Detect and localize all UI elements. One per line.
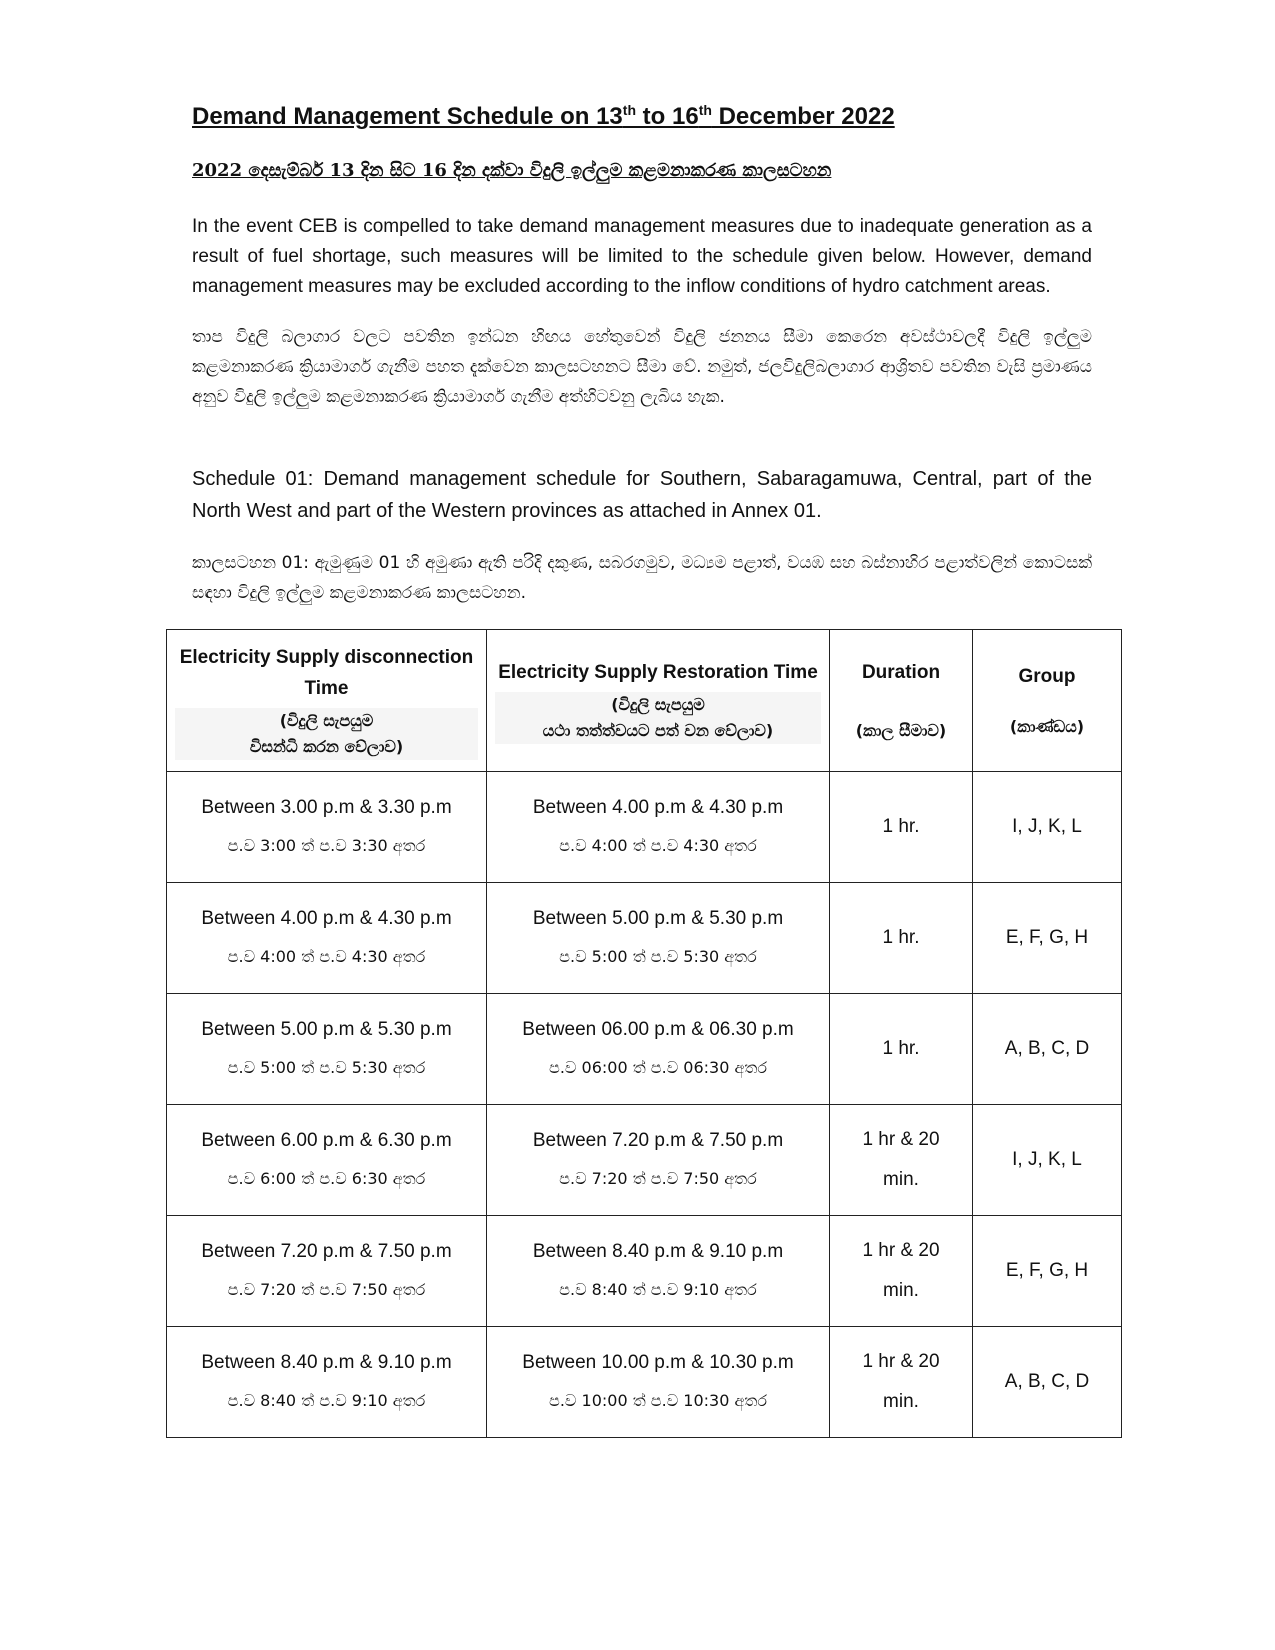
- cell-duration: [830, 1216, 973, 1327]
- header-disconnection-time: [167, 630, 487, 772]
- duration-value: 1 hr & 20 min.: [862, 1351, 940, 1412]
- cell-restoration: [487, 994, 830, 1105]
- header-group: [973, 630, 1122, 772]
- cell-group: [973, 994, 1122, 1105]
- document-title: [192, 102, 1092, 131]
- cell-restoration: [487, 772, 830, 883]
- time-sinhala: ප.ව 6:00 ත් ප.ව 6:30 අතර: [227, 1169, 426, 1188]
- header-label: Electricity Supply Restoration Time: [498, 662, 818, 683]
- cell-disconnection: [167, 1327, 487, 1438]
- time-english: Between 06.00 p.m & 06.30 p.m: [522, 1019, 794, 1040]
- header-label-sinhala: [175, 708, 478, 760]
- duration-value: 1 hr & 20 min.: [862, 1240, 940, 1301]
- group-value: E, F, G, H: [1005, 927, 1089, 948]
- time-english: Between 5.00 p.m & 5.30 p.m: [532, 908, 784, 929]
- title-text: to 16: [636, 103, 699, 130]
- cell-group: [973, 1216, 1122, 1327]
- header-label-sinhala-line: යථා තත්ත්වයට පත් වන වේලාව): [542, 721, 774, 740]
- cell-restoration: [487, 1216, 830, 1327]
- time-english: Between 7.20 p.m & 7.50 p.m: [201, 1241, 452, 1262]
- cell-duration: [830, 994, 973, 1105]
- table-row: [167, 1327, 1122, 1438]
- table-row: [167, 883, 1122, 994]
- title-text: Demand Management Schedule on 13: [192, 103, 623, 130]
- header-label: Duration: [861, 662, 941, 683]
- time-sinhala: ප.ව 4:00 ත් ප.ව 4:30 අතර: [559, 836, 757, 855]
- intro-paragraph-english: In the event CEB is compelled to take demand management measures due to inadequate generation as a result of fuel shortage, such measures will be limited to the schedule given below. However, demand management measures may be excluded according to the inflow conditions of hydro catchment areas.: [192, 216, 1092, 297]
- header-label-sinhala-line: (විදුලි සැපයුම: [279, 710, 374, 730]
- duration-value: 1 hr.: [882, 816, 920, 837]
- table-row: [167, 1216, 1122, 1327]
- cell-group: [973, 883, 1122, 994]
- group-value: A, B, C, D: [1004, 1038, 1090, 1059]
- time-sinhala: ප.ව 8:40 ත් ප.ව 9:10 අතර: [559, 1280, 757, 1299]
- cell-disconnection: [167, 1105, 487, 1216]
- header-label: Electricity Supply disconnection Time: [179, 646, 474, 699]
- cell-disconnection: [167, 994, 487, 1105]
- cell-duration: [830, 1327, 973, 1438]
- cell-disconnection: [167, 1216, 487, 1327]
- cell-restoration: [487, 883, 830, 994]
- time-sinhala: ප.ව 7:20 ත් ප.ව 7:50 අතර: [559, 1169, 757, 1188]
- cell-group: [973, 1105, 1122, 1216]
- time-english: Between 6.00 p.m & 6.30 p.m: [201, 1130, 452, 1151]
- time-english: Between 10.00 p.m & 10.30 p.m: [522, 1352, 794, 1373]
- duration-value: 1 hr.: [882, 1038, 920, 1059]
- schedule-table: [166, 629, 1122, 1438]
- cell-group: [973, 772, 1122, 883]
- header-duration: [830, 630, 973, 772]
- cell-duration: [830, 772, 973, 883]
- header-label-sinhala: (කාල සීමාව): [855, 721, 947, 740]
- sinhala-title: 2022 දෙසැම්බර් 13 දින සිට 16 දින දක්වා විදුලි ඉල්ලුම කළමනාකරණ කාලසටහන: [192, 160, 832, 181]
- cell-duration: [830, 883, 973, 994]
- time-english: Between 8.40 p.m & 9.10 p.m: [201, 1352, 452, 1373]
- time-sinhala: ප.ව 10:00 ත් ප.ව 10:30 අතර: [549, 1391, 767, 1410]
- cell-group: [973, 1327, 1122, 1438]
- header-restoration-time: [487, 630, 830, 772]
- duration-value: 1 hr & 20 min.: [862, 1129, 940, 1190]
- cell-disconnection: [167, 883, 487, 994]
- table-row: [167, 994, 1122, 1105]
- time-english: Between 7.20 p.m & 7.50 p.m: [532, 1130, 784, 1151]
- header-label-sinhala: [495, 692, 821, 744]
- cell-restoration: [487, 1327, 830, 1438]
- duration-value: 1 hr.: [882, 927, 920, 948]
- group-value: I, J, K, L: [1012, 1149, 1082, 1170]
- header-label-sinhala-line: විසන්ධි කරන වේලාව): [249, 736, 404, 756]
- time-sinhala: ප.ව 4:00 ත් ප.ව 4:30 අතර: [227, 947, 426, 966]
- time-sinhala: ප.ව 8:40 ත් ප.ව 9:10 අතර: [227, 1391, 426, 1410]
- header-label-sinhala: (කාණ්ඩය): [1009, 717, 1085, 736]
- time-sinhala: ප.ව 5:00 ත් ප.ව 5:30 අතර: [559, 947, 757, 966]
- cell-duration: [830, 1105, 973, 1216]
- title-text: December 2022: [711, 103, 895, 130]
- time-sinhala: ප.ව 3:00 ත් ප.ව 3:30 අතර: [227, 836, 426, 855]
- group-value: E, F, G, H: [1005, 1260, 1089, 1281]
- time-sinhala: ප.ව 5:00 ත් ප.ව 5:30 අතර: [227, 1058, 426, 1077]
- time-english: Between 4.00 p.m & 4.30 p.m: [532, 797, 784, 818]
- intro-paragraph-sinhala: තාප විදුලි බලාගාර වලට පවතින ඉන්ධන හිඟය හේතුවෙන් විදුලි ජනනය සීමා කෙරෙන අවස්ථාවලදී විදුලි ඉල්ලුම කළමනාකරණ ක්‍රියාමාර්ග ගැනීම පහත දැක්වෙන කාලසටහනට සීමා වේ. නමුත්, ජලවිදුලිබලාගාර ආශ්‍රිතව පවතින වැසි ප්‍රමාණය අනුව විදුලි ඉල්ලුම කළමනාකරණ ක්‍රියාමාර්ග ගැනීම අත්හිටවනු ලැබිය හැක.: [192, 327, 1092, 407]
- cell-restoration: [487, 1105, 830, 1216]
- time-sinhala: ප.ව 06:00 ත් ප.ව 06:30 අතර: [549, 1058, 767, 1077]
- title-superscript: th: [698, 102, 712, 118]
- group-value: A, B, C, D: [1004, 1371, 1090, 1392]
- cell-disconnection: [167, 772, 487, 883]
- time-sinhala: ප.ව 7:20 ත් ප.ව 7:50 අතර: [227, 1280, 426, 1299]
- table-header-row: [167, 630, 1122, 772]
- group-value: I, J, K, L: [1012, 816, 1082, 837]
- schedule-description-sinhala: කාලසටහන 01: ඇමුණුම 01 හි අමුණා ඇති පරිදි දකුණ, සබරගමුව, මධ්‍යම පළාත්, වයඹ සහ බස්නාහිර පළාත්වලින් කොටසක් සඳහා විදුලි ඉල්ලුම කළමනාකරණ කාලසටහන.: [192, 553, 1092, 603]
- time-english: Between 8.40 p.m & 9.10 p.m: [532, 1241, 784, 1262]
- header-label-sinhala-line: (විදුලි සැපයුම: [611, 695, 705, 714]
- table-row: [167, 772, 1122, 883]
- title-superscript: th: [622, 102, 636, 118]
- header-label: Group: [1018, 666, 1076, 687]
- time-english: Between 3.00 p.m & 3.30 p.m: [201, 797, 452, 818]
- time-english: Between 4.00 p.m & 4.30 p.m: [201, 908, 452, 929]
- schedule-description-english: Schedule 01: Demand management schedule for Southern, Sabaragamuwa, Central, part of the North West and part of the Western provinces as attached in Annex 01.: [192, 468, 1092, 522]
- time-english: Between 5.00 p.m & 5.30 p.m: [201, 1019, 452, 1040]
- table-row: [167, 1105, 1122, 1216]
